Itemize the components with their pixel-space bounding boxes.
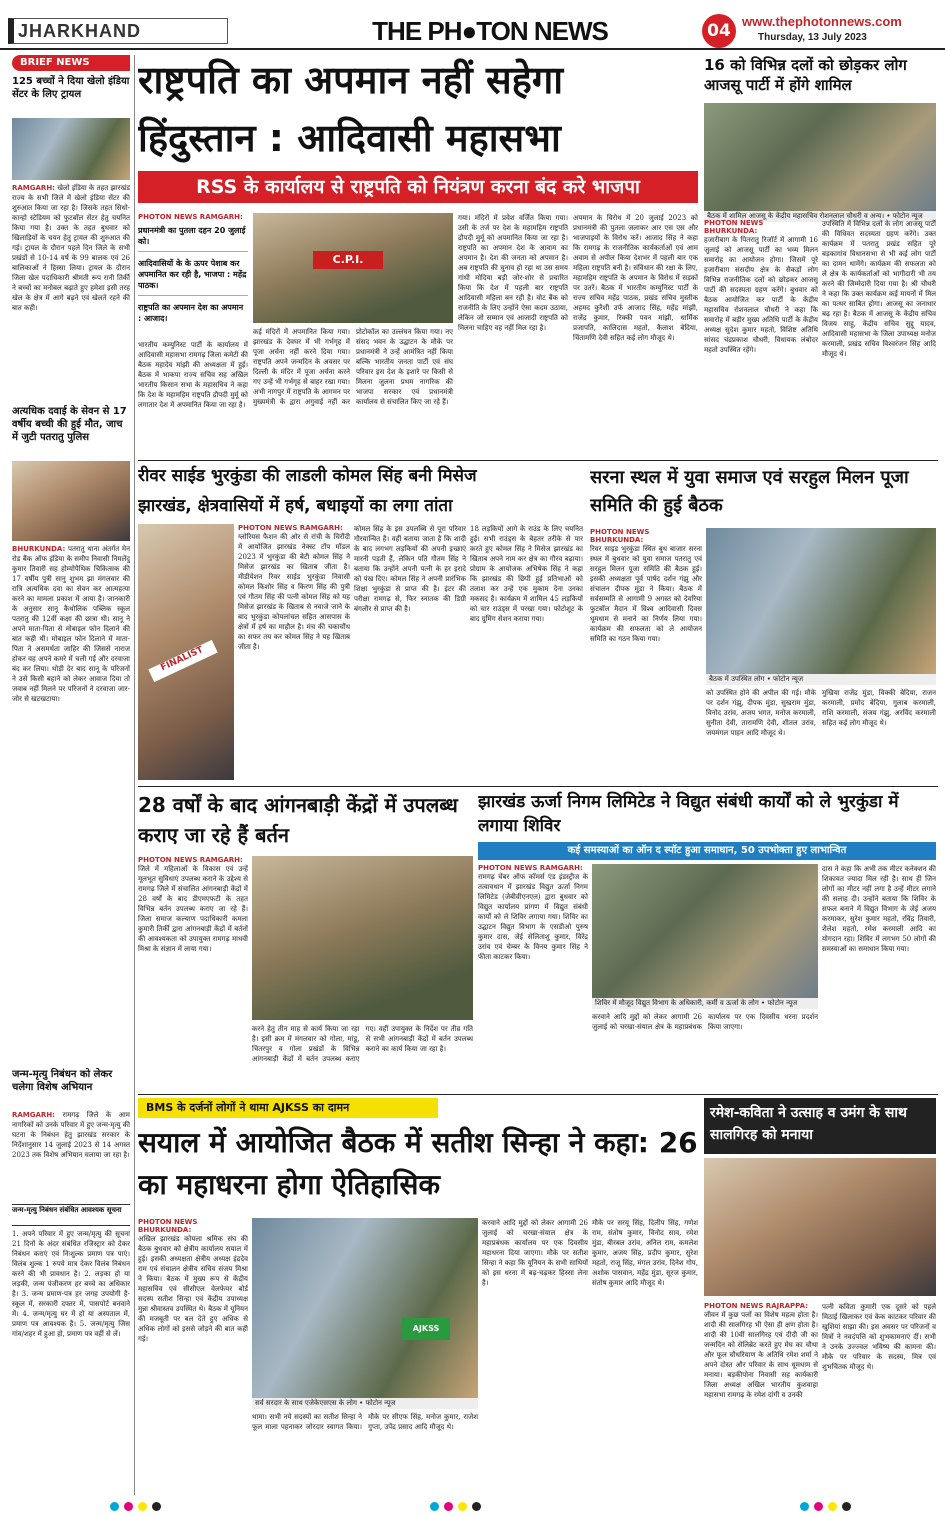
anganwadi-body-1: जिले में महिलाओं के विकास एवं उन्हें मूलभूत सुविधाएं उपलब्ध कराने के उद्देश्य से रामगढ़ जिले में संचालित आंगनबाड़ी केंद्रों में 28 वर्षों के बाद डीएमएफटी के तहत विभिन्न बर्तन उपलब्ध कराए जा रहे हैं। जिला समाज कल्याण पदाधिकारी कमला कुमारी तिर्की द्वारा आंगनबाड़ी केंद्रों में बर्तनों की आवश्यकता को उपायुक्त रामगढ़ माधवी मिश्रा के संज्ञान में लाया गया। (138, 865, 248, 953)
sarna-body-1: रिवर साइड भुरकुंडा स्थित बुध बाजार सरना स्थल में बुधवार को युवा समाज पतरातु एवं सरहुल मिलन पूजा समिति की बैठक हुई। इसकी अध्यक्षता पूर्व पार्षद दर्शन गंझु और संचालन दीपक मुंडा ने किया। बैठक में सर्वसम्मति से आगामी 9 अगस्त को देवरिया फुटबॉल मैदान में विश्व आदिवासी दिवस धूमधाम से मनाने का निर्णय लिया गया। कार्यक्रम की सफलता को ले आयोजन समिति का गठन किया गया। (590, 545, 702, 643)
ajsu-story (704, 55, 936, 455)
miss-dateline: PHOTON NEWS RAMGARH: (238, 524, 343, 532)
lead-story (138, 55, 698, 455)
bms-headline: सयाल में आयोजित बैठक में सतीश सिन्हा ने कहा: 26 का महाधरना होगा ऐतिहासिक (138, 1126, 698, 1201)
birthday-dateline: PHOTON NEWS RAJRAPPA: (704, 1302, 808, 1310)
bms-photo-caption: सर्व सरदार के साथ एजेकेएसएस के लोग • फोटोन न्यूज (252, 1398, 478, 1409)
miss-jharkhand-story (138, 464, 583, 782)
miss-body-1: ग्लोरियस फैशन की ओर से रांची के चिरौंदी में आयोजित झारखंड नेक्स्ट टॉप मॉडल 2023 में भुरकुंडा की बेटी कोमल सिंह ने मिसेज झारखंड का खिताब जीता है। मीडीयेशन रिवर साईड भुरकुंडा निवासी कोमल किशोर सिंह व किरण सिंह की पुत्री एवं गौतम सिंह की पत्नी कोमल सिंह को यह मिसेज झारखंड के खिताब से नवाजे जाने के बाद भुरकुंडा कोयलांचल सहित आसपास के क्षेत्रों में हर्ष का माहौल है। मंच की चकाचौंध का सफर तय कर कोमल सिंह ने यह खिताब जीता है। (238, 533, 350, 651)
registration-dot (124, 1502, 133, 1511)
brief1-dateline: RAMGARH: (12, 184, 55, 192)
birthday-headline: रमेश-कविता ने उत्साह व उमंग के साथ सालगिरह को मनाया (704, 1098, 936, 1154)
birthday-photo (704, 1158, 936, 1296)
registration-dot (430, 1502, 439, 1511)
bms-story (138, 1098, 698, 1488)
miss-headline-1: रीवर साईड भुरकुंडा की लाडली कोमल सिंह बनी मिसेज (138, 466, 477, 486)
miss-body-2: कोमल सिंह के इस उपलब्धि से पूरा परिवार गौरवान्वित है। वहीं बताया जाता है कि शादी के बाद लगभग लड़कियों की अपनी इच्छाएं मारनी पड़ती हैं, लेकिन पति गौतम सिंह ने बताया कि उन्होंने अपनी पत्नी के हर इरादे को पंख दिए। कोमल सिंह ने अपनी प्रारंभिक शिक्षा भुरकुंडा से प्राप्त की है। इंटर की परीक्षा रामगढ़ से, फिर स्नातक की डिग्री बंगलौर से प्राप्त की है। (354, 525, 466, 613)
miss-headline-2: झारखंड, क्षेत्रवासियों में हर्ष, बधाइयों का लगा तांता (138, 496, 453, 516)
anganwadi-body-2: करने हेतु तीन माह से कार्य किया जा रहा है। इसी क्रम में मंगलवार को गोला, मांडू, चितरपुर व गोला प्रखंडों के विभिन्न आंगनबाड़ी केंद्रों में बर्तन उपलब्ध कराए गए। वहीं उपायुक्त के निर्देश पर तीव्र गति से सभी आंगनबाड़ी केंद्रों में बर्तन उपलब्ध कराने का कार्य किया जा रहा है। (252, 1025, 473, 1063)
bms-body-2: थामा। सभी नये सदस्यों का सतीश सिन्हा ने फूल माला पहनाकर जोरदार स्वागत किया। मौके पर सीएफ सिंह, मनोज कुमार, राजेश गुप्ता, उपेंद्र प्रसाद आदि मौजूद थे। (252, 1413, 478, 1431)
brief2-body: पतरातु थाना अंतर्गत मेन रोड बैंक ऑफ इंडिया के समीप निवासी निमलेंदु कुमार तिवारी सह होम्योपैथिक चिकित्सक की 17 वर्षीय पुत्री सानु शुभम झा मंगलवार की रात्रि अत्यधिक दवा का सेवन कर आत्महत्या करने का मामला प्रकाश में आया है। जानकारी के अनुसार सानू कैथोलिक पब्लिक स्कूल पतरातु की 12वीं कक्षा की छात्रा थी। सानू ने अपने माता-पिता से मोबाइल फोन दिलाने की बात कही थी। मोबाइल फोन दिलाने में माता-पिता ने असमर्थता जाहिर की जिससे नाराज होकर वह अपने कमरे में चली गई और दरवाजा बंद कर लिया। थोड़ी देर बाद सानू के परिजनों ने उसे किसी बहाने को लेकर आवाज दिया तो जवाब नहीं मिलने पर परिजनों ने दरवाजा जार-जोर से खटखटाया। (12, 545, 130, 703)
anganwadi-headline: 28 वर्षों के बाद आंगनबाड़ी केंद्रों में उपलब्ध कराए जा रहे हैं बर्तन (138, 793, 458, 847)
date-line: Thursday, 13 July 2023 (758, 32, 867, 43)
registration-dot (458, 1502, 467, 1511)
anganwadi-photo (252, 856, 473, 1020)
brief2-dateline: BHURKUNDA: (12, 545, 66, 553)
miss-body-3: 18 लड़कियों आगे के राउंड के लिए चयनित हुई। सभी राउंड्स के बेहतर तरीके से पार करते हुए कोमल सिंह ने मिसेज झारखंड का खिताब अपने नाम कर क्षेत्र का गौरव बढ़ाया। प्रोग्राम के आयोजक अभिषेक सिंह ने कहा कि झारखंड की छिपी हुई प्रतिभाओं को तलाश कर उन्हें एक मुकाम देना उनका मकसद है। कार्यक्रम में शामिल 45 लड़कियों को चार राउंड्स में परखा गया। फोटोशूट के बाद ग्रुमिंग सेशन कराया गया। (470, 525, 583, 623)
registration-dot (472, 1502, 481, 1511)
birthday-story (704, 1098, 936, 1488)
lead-body-4: अपमान के विरोध में 20 जुलाई 2023 को प्रधानमंत्री की पुतला जलाकर आर एस एस और भाजपाइयों के विरोध करें। आजाद सिंह ने कहा कि रामगढ़ के राजनीतिक कार्यकर्ताओं एवं आम अवाम से अपील किया देशभर में पहली बार एक महिला राष्ट्रपति बनी है। संविधान की रक्षा के लिए, महामहिम राष्ट्रपति के अपमान के विरोध में सड़कों पर उतरें। बैठक में भारतीय कम्युनिस्ट पार्टी के राज्य सचिव महेंद्र पाठक, प्रखंड सचिव मुस्तीक अहमद कुरैशी उर्फ आजाद सिंह, महेंद्र मांझी, राजेंद्र कुमार, रिक्की पवन मांझी, धार्मिक प्रजापति, कालिदास महतो, कैलाश बेदिया, चिंतामणि देवी सहित कई लोग मौजूद थे। (573, 214, 698, 342)
registration-dot (138, 1502, 147, 1511)
brief1-headline: 125 बच्चों ने दिया खेलो इंडिया सेंटर के लिए ट्रायल (12, 76, 130, 100)
brief-news-label: BRIEF NEWS (12, 55, 130, 71)
ajsu-body-2: उपस्थिति में विभिन्न दलों के लोग आजसू पार्टी की विधिवत सदस्यता ग्रहण करेंगे। उक्त कार्यक्रम में पतरातु प्रखंड सहित पूरे बड़कागांव विधानसभा से भी कई लोग पार्टी का दामन थामेंगे। कार्यक्रम की सफलता को ले क्षेत्र के कार्यकर्ताओं को भागीदारी भी तय करने की जिम्मेदारी दिया गया है। श्री चौधरी ने कहा कि उक्त कार्यक्रम कई मायनों में मिल का पत्थर साबित होगा। आजसू का जनाधार बढ़ रहा है। बैठक में आजसू के केंद्रीय सचिव विजय साहु, केंद्रीय सचिव सुद्दू यादव, आदिवासी महासभा के जिला उपाध्यक्ष मनोज करमाली, प्रखंड सचिव विश्वरंजन सिंह आदि मौजूद थे। (822, 220, 936, 358)
cpi-banner-text: C.P.I. (313, 251, 383, 269)
sarna-photo (706, 528, 936, 674)
anganwadi-story (138, 790, 473, 1090)
jbvnl-photo (592, 864, 818, 998)
jbvnl-body-1: रामगढ़ चेंबर ऑफ कॉमर्स एंड इंडस्ट्रीज के तत्वावधान में झारखंड विद्युत ऊर्जा निगम लिमिटेड (जेबीवीएनएल) द्वारा बुधवार को विद्युत कार्यालय प्रांगण में विद्युत संबंधी कार्यों को ले शिविर लगाया गया। शिविर का उद्घाटन विद्युत विभाग के एसडीओ पुरुष कुमार दास, जेई सेलिताशु कुमार, विरेंद्र उरांव एवं चेम्बर के विनय कुमार सिंह ने फीता काटकर किया। (478, 873, 588, 961)
registration-dot (814, 1502, 823, 1511)
jbvnl-body-2: करवाने आदि मुद्दों को लेकर आगामी 26 जुलाई को चरखा-संयाल क्षेत्र के महाप्रबंधक कार्यालय पर एक दिवसीय धरना प्रदर्शन किया जाएगा। (592, 1013, 818, 1031)
ajsu-body-1: हजारीबाग के पितरातु रिजॉर्ट में आगामी 16 जुलाई को आजसू पार्टी का भव्य मिलन समारोह का आयोजन होगा। जिसमें पूरे हजारीबाग संसदीय क्षेत्र के सैकड़ों लोग विभिन्न राजनीतिक दलों को छोड़कर आजसू पार्टी की सदस्यता ग्रहण करेंगे। बुधवार को बैठक आयोजित कर पार्टी के केंद्रीय महासचिव रोशनलाल चौधरी ने कहा कि समारोह में बड़ीर मुख्य अतिथि पार्टी के केंद्रीय अध्यक्ष सुदेश कुमार महतो, विशिष्ट अतिथि सांसद चंद्रप्रकाश चौधरी, विधायक लंबोदर महतो उपस्थित रहेंगे। (704, 236, 818, 354)
jbvnl-story (478, 790, 936, 1090)
bms-body-3: करवाने आदि मुद्दों को लेकर आगामी 26 जुलाई को चरखा-संयाल क्षेत्र के महाप्रबंधक कार्यालय पर एक दिवसीय महाधरना दिया जाएगा। मौके पर सतीश सिन्हा ने कहा कि यूनियन के सभी साथियों को इस धरना में बढ़-चढ़कर हिस्सा लेना है। (482, 1219, 588, 1287)
lead-body-2: कई मंदिरों में अपमानित किया गया। झारखंड के देवघर में भी गर्भगृह में पूजा अर्चना नहीं करने दिया गया। राष्ट्रपति अपने जन्मदिन के अवसर पर दिल्ली के मंदिर में पूजा अर्चना करने गए उन्हें भी गर्भगृह से बाहर रखा गया। अभी नागपुर में राष्ट्रपति के आगमन पर मुख्यमंत्री के द्वारा अगुवाई नहीं कर प्रोटोकॉल का उल्लंघन किया गया। नए संसद भवन के उद्घाटन के मौके पर प्रधानमंत्री ने उन्हें आमंत्रित नहीं किया बल्कि भारतीय जनता पार्टी एवं संघ परिवार इस देश के इशारे पर किसी से मिलना जुलना प्रथम नागरिक की भाजपा सरकार एवं प्रधानमंत्री कार्यालय से संचालित किए जा रहे हैं। (253, 328, 453, 406)
brief3-dateline: RAMGARH: (12, 1111, 55, 1119)
lead-dateline: PHOTON NEWS RAMGARH: (138, 213, 243, 221)
jbvnl-photo-caption: शिविर में मौजूद विद्युत विभाग के अधिकारी, कर्मी व ऊर्जा के लोग • फोटोन न्यूज (592, 998, 818, 1009)
jbvnl-body-3: दास ने कहा कि अभी तक मीटर कनेक्शन की शिकायत ज्यादा मिल रही है। साथ ही जिन लोगों का मीटर नहीं लगा है उन्हें मीटर लगाने की सलाह दी। उन्होंने बताया कि शिविर के सफल बनाने में विद्युत विभाग के जेई अजय करमाकर, सुरेश कुमार महतो, रविंद्र तिवारी, शैलेश महतो, रमेश करमाली आदि का योगदान रहा। शिविर में लगभग 50 लोगों की समस्याओं का समाधान किया गया। (822, 865, 936, 953)
sarna-body-2: को उपस्थित होने की अपील की गई। मौके पर दर्शन गंझु, दीपक मुंडा, सुखराम मुंडा, विनोद उरांव, अजय भगत, मनोज करमाली, सुनीता देवी, तारामणि देवी, शीतल उरांव, जयमंगल पाहन आदि मौजूद थे। (706, 689, 816, 737)
sarna-headline: सरना स्थल में युवा समाज एवं सरहुल मिलन पूजा समिति की हुई बैठक (590, 467, 909, 516)
brief3-notice-box: जन्म-मृत्यु निबंधन संबंधित आवश्यक सूचना (12, 1204, 130, 1226)
sarna-story (590, 464, 936, 782)
registration-dot (842, 1502, 851, 1511)
website-url[interactable]: www.thephotonnews.com (742, 14, 902, 29)
lead-quote-2: आदिवासियों के के ऊपर पेशाब कर अपमानित कर रही है, भाजपा : महेंद्र पाठक। (138, 258, 248, 296)
masthead (0, 0, 945, 50)
registration-dot (152, 1502, 161, 1511)
jbvnl-headline: झारखंड ऊर्जा निगम लिमिटेड ने विद्युत संबंधी कार्यों को ले भुरकुंडा में लगाया शिविर (478, 792, 899, 836)
sarna-body-3: मुखिया राजेंद्र मुंडा, विक्की बेदिया, राजन करमाली, प्रमोद बेदिया, गुलाब करमाली, राशि करमाली, संजय गंझु, अरविंद करमाली सहित कई लोग मौजूद थे। (822, 689, 936, 727)
ajsu-photo-caption: बैठक में शामिल आजसू के केंद्रीय महासचिव रोशनलाल चौधरी व अन्य। • फोटोन न्यूज (704, 211, 936, 222)
ajkss-flag: AJKSS (402, 1318, 450, 1340)
ajsu-photo (704, 103, 936, 211)
paper-title: THE PH●TON NEWS (372, 16, 608, 46)
registration-dot (828, 1502, 837, 1511)
lead-banner: RSS के कार्यालय से राष्ट्रपति को नियंत्रण करना बंद करे भाजपा (138, 171, 698, 203)
registration-dot (110, 1502, 119, 1511)
registration-dot (444, 1502, 453, 1511)
brief1-photo (12, 118, 130, 180)
section-label: JHARKHAND (8, 18, 228, 44)
brief-news-column (12, 55, 130, 1495)
lead-photo (253, 213, 453, 323)
brief1-body: खेलो इंडिया के तहत झारखंड राज्य के सभी जिले में खेलो इंडिया सेंटर की शुरुआत किया जा रहा है। जिसके तहत सिधो-कान्हो स्टेडियम को फुटबॉल सेंटर हेतु चयनित किया गया है। उक्त के तहत बुधवार को खिलाड़ियों के चयन हेतु ट्रायल की शुरुआत की गई। ट्रायल के दौरान पहले दिन जिले के सभी प्रखंडों से 10-14 वर्ष के 99 बालक एवं 26 बालिकाओं ने हिस्सा लिया। ट्रायल के दौरान जिला खेल पदाधिकारी श्रीमती रूप रानी तिर्की ने बच्चों का मनोबल बढ़ाते हुए हमेशा इसी तरह खेल के क्षेत्र में आगे बढ़ने एवं खेलते रहने की बात कही। (12, 184, 130, 312)
brief2-photo (12, 461, 130, 541)
brief2-headline: अत्यधिक दवाई के सेवन से 17 वर्षीय बच्ची की हुई मौत, जाच में जुटी पतरातु पुलिस (12, 406, 127, 443)
registration-dot (800, 1502, 809, 1511)
lead-body-3: गया। मंदिरों में प्रवेश वर्जित किया गया। उसी के तर्ज पर देश के महामहिम राष्ट्रपति द्रौपदी मुर्मू को अपमानित किया जा रहा है। राष्ट्रपति का अपमान देश के आवाम का अपमान है। देश की जनता को अपमान है। अब राष्ट्रपति की चुनाव हो रहा था उस समय गांधी मोदिया बड़ी जोर-शोर से प्रचारित किया कि देश में पहली बार राष्ट्रपति आदिवासी महिला बन रही है। वोट बैंक को राजनीति के लिए उन्होंने ऐसा कदम उठाया, लेकिन जो सम्मान एवं आजादी राष्ट्रपति को मिलना चाहिए वह नहीं मिल रहा है। (458, 214, 568, 332)
miss-photo (138, 524, 234, 780)
sarna-photo-caption: बैठक में उपस्थित लोग • फोटोन न्यूज (706, 674, 936, 685)
footer-registration-marks (0, 1498, 945, 1516)
bms-body-4: मौके पर सरयू सिंह, दिलीप सिंह, गणेश राम, संतोष कुमार, विनोद साव, रमेश मुंडा, बीरबल उरांव, अनिल राम, कमलेश कुमार, अजय सिंह, प्रदीप कुमार, सुरेश महतो, राजू सिंह, मंगल उरांव, दिनेश गोप, अशोक पासवान, महेंद्र मुंडा, सूरज कुमार, संतोष कुमार आदि मौजूद थे। (592, 1219, 698, 1287)
jbvnl-banner: कई समस्याओं का ऑन द स्पॉट हुआ समाधान, 50 उपभोक्ता हुए लाभान्वित (478, 842, 936, 860)
bms-dateline: PHOTON NEWS BHURKUNDA: (138, 1218, 198, 1234)
ajsu-headline: 16 को विभिन्न दलों को छोड़कर लोग आजसू पार्टी में होंगे शामिल (704, 56, 907, 94)
jbvnl-dateline: PHOTON NEWS RAMGARH: (478, 864, 583, 872)
brief3-notice-list: 1. अपने परिवार में हुए जन्म/मृत्यु की सूचना 21 दिनों के अंदर संबंधित रजिस्ट्रार को देकर निबंधन कराएं एवं निःशुल्क प्रमाण पत्र पाएं। विलंब शुल्क 1 रुपये मात्र देकर विलंब निबंधन करने की भी प्रावधान है। 2. लड़का हो या लड़की, जन्म पंजीकरण हर बच्चे का अधिकार है। 3. जन्म प्रमाण-पत्र हर जगह उपयोगी है- स्कूल में, सरकारी दफ्तर में, पासपोर्ट बनवाने में। 4. जन्म/मृत्यु घर में हो या अस्पताल में, प्रमाण पत्र आवश्यक है। 5. जन्म/मृत्यु जिस गांव/शहर में हुआ हो, प्रमाण पत्र वहीं से लें। (12, 1230, 130, 1338)
ajsu-dateline: PHOTON NEWS BHURKUNDA: (704, 219, 764, 235)
page-number-badge: 04 (702, 14, 736, 48)
bms-kicker: BMS के दर्जनों लोगों ने थामा AJKSS का दामन (138, 1098, 438, 1118)
lead-headline-1: राष्ट्रपति का अपमान नहीं सहेगा (138, 58, 564, 102)
birthday-body-2: पत्नी कविता कुमारी एक दूसरे को पहले मिठाई खिलाकर एवं केक काटकर परिवार की खुशियां साझा की। इस अवसर पर परिजनों व मित्रों ने नवदंपत्ति को शुभकामनाएं दीं। सभी ने उनके उज्ज्वल भविष्य की कामना की। मौके पर परिवार के सदस्य, मित्र एवं शुभचिंतक मौजूद थे। (822, 1303, 936, 1371)
finalist-sash: FINALIST (148, 640, 217, 682)
lead-quote-1: प्रधानमंत्री का पुतला दहन 20 जुलाई को। (138, 225, 248, 252)
bms-body-1: अखिल झारखंड कोयला श्रमिक संघ की बैठक बुधवार को क्षेत्रीय कार्यालय सयाल में हुई। इसकी अध्यक्षता क्षेत्रीय अध्यक्ष इंद्रदेव राम एवं संचालन क्षेत्रीय सचिव संजय मिश्रा ने किया। बैठक में मुख्य रूप से केंद्रीय महासचिव एवं सीसीएल वेलफेयर बोर्ड सदस्य सतीश सिन्हा एवं केंद्रीय उपाध्यक्ष मुन्ना श्रीवास्तव उपस्थित थे। बैठक में यूनियन की मजबूती पर बल देते हुए अधिक से अधिक लोगों को इससे जोड़ने की बात कही गई। (138, 1235, 248, 1343)
lead-body-1: भारतीय कम्युनिस्ट पार्टी के कार्यालय में आदिवासी महासभा रामगढ़ जिला कमेटी की बैठक महादेव मांझी की अध्यक्षता में हुई। बैठक में भाकपा राज्य सचिव सह अखिल भारतीय किसान सभा के महासचिव ने कहा कि देश के महामहिम राष्ट्रपति द्रौपदी मुर्मू को लगातार देश में अपमानित किया जा रहा है। (138, 341, 248, 409)
bms-photo (252, 1218, 478, 1398)
birthday-body-1: जीवन में कुछ पलों का विशेष महत्व होता है। शादी की सालगिरह भी ऐसा ही क्षण होता है। शादी की 10वीं सालगिरह एवं दीदी जी का जन्मदिन को सेलिब्रेट करते हुए मेघ का चौथा और फूल चौधरियाण के अतिथि रमेश शर्मा ने अपने दोस्त और परिवार के साथ धूमधाम से मनाया। बड़कीपोना निवासी सह कार्यकारी जिला अध्यक्ष अखिल भारतीय कुशवाहा महासभा रामगढ़ के रमेश दांगी व उनकी (704, 1311, 818, 1399)
lead-headline-2: हिंदुस्तान : आदिवासी महासभा (138, 116, 561, 160)
brief3-headline: जन्म-मृत्यु निबंधन को लेकर चलेगा विशेष अभियान (12, 1069, 113, 1093)
sarna-dateline: PHOTON NEWS BHURKUNDA: (590, 528, 650, 544)
lead-quote-3: राष्ट्रपति का अपमान देश का अपमान : आजाद। (138, 303, 244, 323)
brief3-body: रामगढ़ जिले के आम नागरिकों को उनके परिवार में हुए जन्म-मृत्यु की घटना के निबंधन हेतु झारखंड सरकार के निर्देशानुसार 14 जुलाई 2023 से 14 अगस्त 2023 तक विशेष अभियान चलाया जा रहा है। (12, 1111, 130, 1159)
anganwadi-dateline: PHOTON NEWS RAMGARH: (138, 856, 243, 864)
